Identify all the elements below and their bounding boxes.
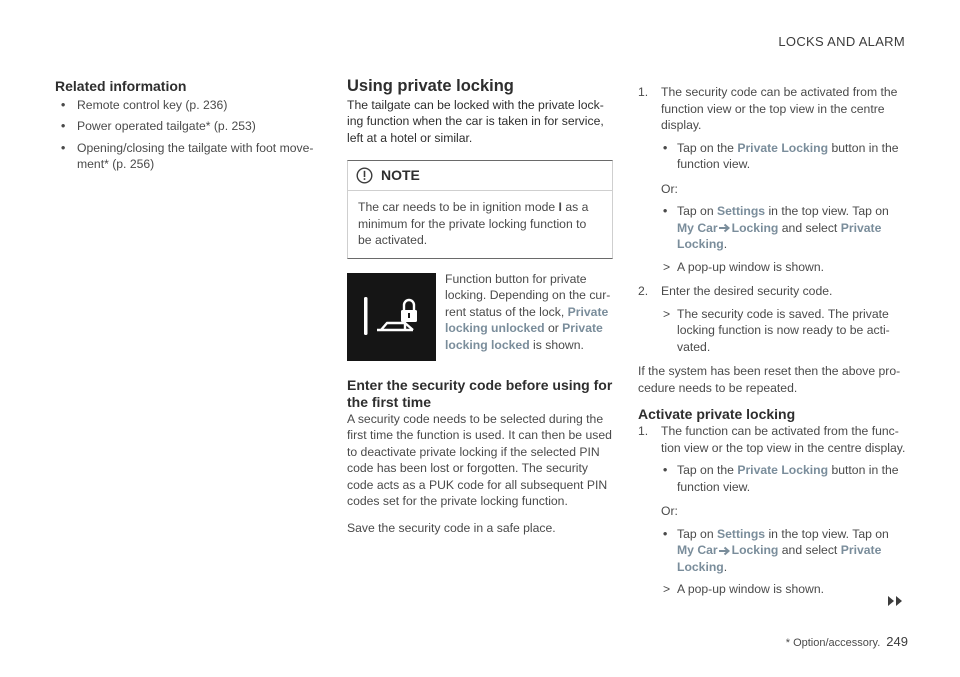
result-arrow-icon: > <box>663 259 671 274</box>
result-text: The security code is saved. The private locking function is now ready to be acti-vated. <box>677 306 890 354</box>
note-label: NOTE <box>381 167 420 184</box>
menu-path-my-car: My Car <box>677 220 718 235</box>
reset-note: If the system has been reset then the above pro-cedure needs to be repeated. <box>638 364 901 395</box>
sub-step <box>661 462 908 495</box>
result-arrow-icon: > <box>663 582 671 596</box>
related-link-label: Power operated tailgate* (p. 253) <box>77 119 256 133</box>
related-information-title: Related information <box>55 78 187 94</box>
result-arrow-icon: > <box>663 306 671 321</box>
step-number: 2. <box>638 284 649 298</box>
or-label: Or: <box>661 181 678 196</box>
sub-step-text: button in the function view. <box>677 140 899 171</box>
private-locking-option-ref: Private Locking <box>677 543 882 574</box>
note-text-part: as a minimum for the private locking function to be activated. <box>358 200 589 247</box>
private-locking-option-ref: Private Locking <box>677 220 882 251</box>
sub-step-text: and select <box>778 220 841 235</box>
private-locking-button-ref: Private Locking <box>737 463 829 477</box>
security-code-paragraph: A security code needs to be selected during the first time the function is used. It can then be used to deactivate private locking if the selected PIN code has been lost or forgotten. The security code acts as a PUK code for all subsequent PIN codes set for the private locking function. <box>347 411 612 508</box>
private-locking-button-image <box>347 273 436 361</box>
sub-step-text: button in the function view. <box>677 463 899 494</box>
related-link-foot-movement[interactable] <box>55 140 320 173</box>
settings-button-ref: Settings <box>716 204 766 218</box>
note-text-part: The car needs to be in ignition mode <box>358 200 559 214</box>
step-result <box>661 259 908 276</box>
step-2-enter-code <box>638 283 908 355</box>
step-result <box>661 306 908 356</box>
note-text <box>348 191 612 258</box>
instructions-column <box>638 84 908 606</box>
arrow-right-icon <box>719 546 731 556</box>
menu-path-locking: Locking <box>731 220 779 235</box>
sub-step-text: Tap on <box>677 526 717 541</box>
menu-path-locking: Locking <box>731 543 779 557</box>
private-locking-column <box>347 78 613 546</box>
tailgate-lock-icon <box>347 273 436 361</box>
settings-button-ref: Settings <box>716 526 766 541</box>
note-box <box>347 160 613 259</box>
step-text: Enter the desired security code. <box>661 284 833 298</box>
page-footer <box>786 634 908 649</box>
related-link-label: Remote control key (p. 236) <box>77 97 228 112</box>
sub-step-text: Tap on the <box>677 463 738 477</box>
figure-caption <box>445 271 613 361</box>
bullet-icon: • <box>61 97 66 112</box>
activate-step-1 <box>638 423 908 598</box>
related-information-column <box>55 78 320 178</box>
step-text: The security code can be activated from the function view or the top view in the centre display. <box>661 85 898 132</box>
ignition-mode: I <box>558 200 562 214</box>
private-locking-button-ref: Private Locking <box>737 140 829 155</box>
private-locking-title: Using private locking <box>347 77 514 95</box>
state-unlocked-label: Private locking unlocked <box>445 304 609 335</box>
result-text: A pop-up window is shown. <box>677 259 825 274</box>
sub-step-text: . <box>723 237 728 251</box>
section-header: LOCKS AND ALARM <box>778 34 905 49</box>
bullet-icon: • <box>663 463 668 477</box>
sub-step-text: . <box>723 559 728 574</box>
caption-text: Function button for private locking. Depending on the cur-rent status of the lock, <box>445 271 611 319</box>
continued-next-page-icon[interactable] <box>887 594 905 612</box>
result-text: A pop-up window is shown. <box>677 582 825 596</box>
sub-step <box>661 140 908 173</box>
bullet-icon: • <box>663 526 668 541</box>
step-result <box>661 581 908 598</box>
step-number: 1. <box>638 85 649 99</box>
arrow-right-icon <box>719 223 731 233</box>
sub-step-text: in the top view. Tap on <box>765 526 889 541</box>
security-code-tip: Save the security code in a safe place. <box>347 520 556 535</box>
sub-step <box>661 203 908 253</box>
bullet-icon: • <box>663 204 668 218</box>
bullet-icon: • <box>663 140 668 155</box>
sub-step-text: and select <box>778 543 841 557</box>
page-number: 249 <box>886 634 908 649</box>
bullet-icon: • <box>61 140 66 155</box>
or-label: Or: <box>661 504 678 518</box>
note-header <box>348 161 612 191</box>
sub-step <box>661 526 908 576</box>
security-code-title: Enter the security code before using for the first time <box>347 376 613 410</box>
step-1-activate-code <box>638 84 908 275</box>
step-text: The function can be activated from the func-tion view or the top view in the centre display. <box>661 424 906 455</box>
bullet-icon: • <box>61 119 66 133</box>
caption-text: is shown. <box>529 337 584 352</box>
related-link-remote-key[interactable] <box>55 97 320 114</box>
function-button-figure <box>347 273 613 361</box>
info-icon <box>356 167 373 184</box>
sub-step-text: in the top view. Tap on <box>765 204 889 218</box>
activate-private-locking-title: Activate private locking <box>638 406 796 422</box>
caption-text: or <box>544 321 563 335</box>
sub-step-text: Tap on the <box>677 140 738 155</box>
private-locking-intro: The tailgate can be locked with the private lock-ing function when the car is taken in for service, left at a hotel or similar. <box>347 97 604 145</box>
double-chevron-right-icon <box>887 595 905 607</box>
step-number: 1. <box>638 424 649 438</box>
state-locked-label: Private locking locked <box>445 321 603 352</box>
option-accessory-note: * Option/accessory. <box>785 637 881 649</box>
sub-step-text: Tap on <box>677 204 717 218</box>
related-link-label: Opening/closing the tailgate with foot move-ment* (p. 256) <box>77 140 314 171</box>
menu-path-my-car: My Car <box>677 543 718 557</box>
related-link-tailgate[interactable] <box>55 118 320 135</box>
